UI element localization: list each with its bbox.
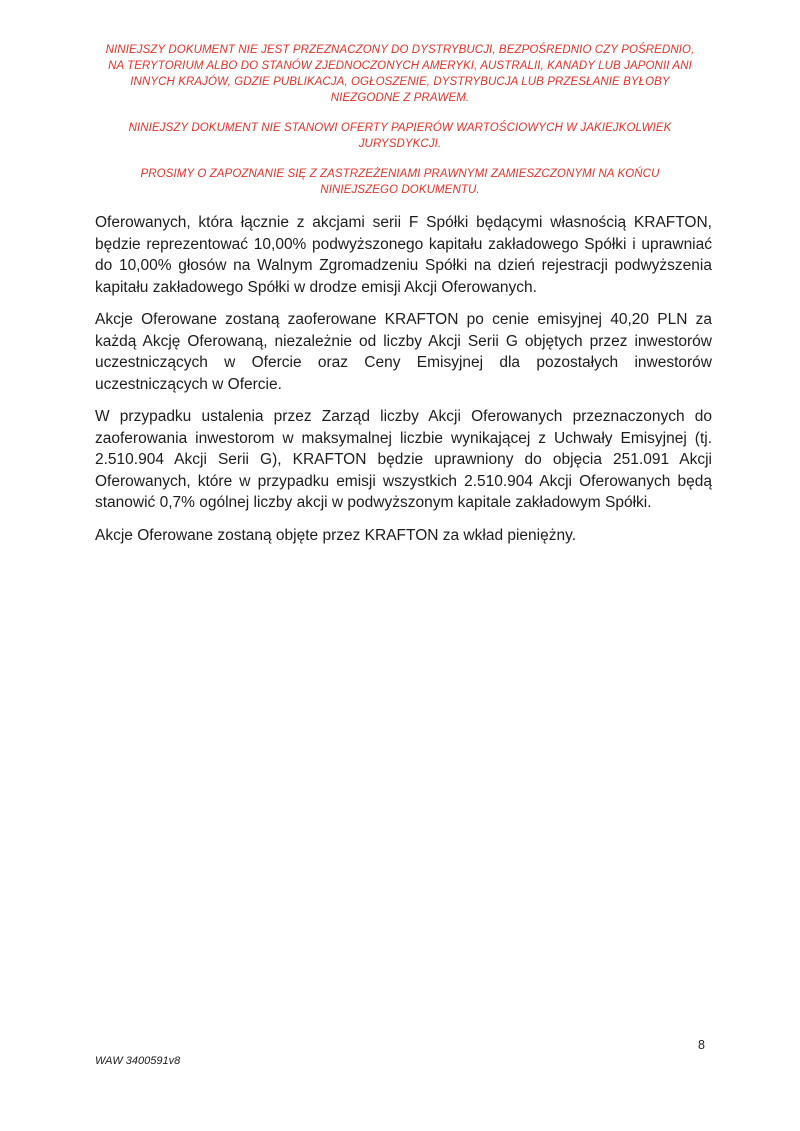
document-body (95, 212, 712, 546)
body-paragraph: W przypadku ustalenia przez Zarząd liczby Akcji Oferowanych przeznaczonych do zaoferowania inwestorom w maksymalnej liczbie wynikającej z Uchwały Emisyjnej (tj. 2.510.904 Akcji Serii G), KRAFTON będzie uprawniony do objęcia 251.091 Akcji Oferowanych, które w przypadku emisji wszystkich 2.510.904 Akcji Oferowanych będą stanowić 0,7% ogólnej liczby akcji w podwyższonym kapitale zakładowym Spółki. (95, 408, 712, 511)
disclaimer-paragraph-distribution: NINIEJSZY DOKUMENT NIE JEST PRZEZNACZONY DO DYSTRYBUCJI, BEZPOŚREDNIO CZY POŚREDNIO, NA TERYTORIUM ALBO DO STANÓW ZJEDNOCZONYCH AMERYKI, AUSTRALII, KANADY LUB JAPONII ANI INNYCH KRAJÓW, GDZIE PUBLIKACJA, OGŁOSZENIE, DYSTRYBUCJA LUB PRZESŁANIE BYŁOBY NIEZGODNE Z PRAWEM. (105, 44, 695, 104)
disclaimer-paragraph-legal-notice: PROSIMY O ZAPOZNANIE SIĘ Z ZASTRZEŻENIAMI PRAWNYMI ZAMIESZCZONYMI NA KOŃCU NINIEJSZEGO DOKUMENTU. (140, 168, 660, 196)
disclaimer-paragraph-no-offer: NINIEJSZY DOKUMENT NIE STANOWI OFERTY PAPIERÓW WARTOŚCIOWYCH W JAKIEJKOLWIEK JURYSDYKCJI. (128, 122, 672, 150)
page-number: 8 (698, 1038, 705, 1052)
footer-reference: WAW 3400591v8 (95, 1055, 181, 1067)
body-paragraph: Akcje Oferowane zostaną zaoferowane KRAFTON po cenie emisyjnej 40,20 PLN za każdą Akcję Oferowaną, niezależnie od liczby Akcji Serii G objętych przez inwestorów uczestniczących w Ofercie oraz Ceny Emisyjnej dla pozostałych inwestorów uczestniczących w Ofercie. (95, 311, 712, 393)
body-paragraph: Oferowanych, która łącznie z akcjami serii F Spółki będącymi własnością KRAFTON, będzie reprezentować 10,00% podwyższonego kapitału zakładowego Spółki i uprawniać do 10,00% głosów na Walnym Zgromadzeniu Spółki na dzień rejestracji podwyższenia kapitału zakładowego Spółki w drodze emisji Akcji Oferowanych. (95, 214, 712, 296)
body-paragraph: Akcje Oferowane zostaną objęte przez KRAFTON za wkład pieniężny. (95, 526, 577, 544)
disclaimer-block (102, 0, 698, 198)
